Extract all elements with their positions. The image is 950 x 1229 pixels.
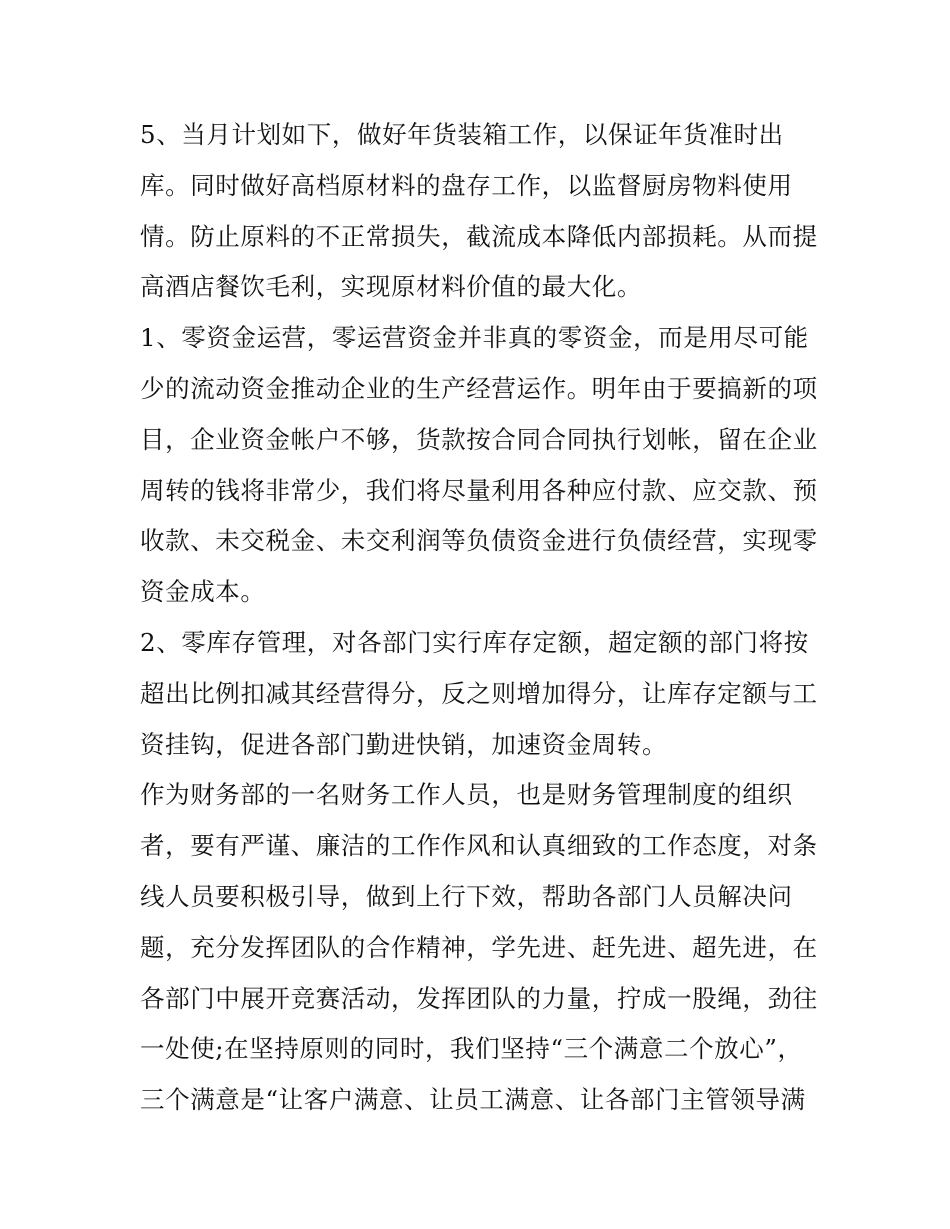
text-line: 2、零库存管理，对各部门实行库存定额，超定额的部门将按 (140, 627, 809, 657)
text-line: 1、零资金运营，零运营资金并非真的零资金，而是用尽可能 (140, 323, 809, 353)
text-line: 少的流动资金推动企业的生产经营运作。明年由于要搞新的项 (140, 373, 818, 403)
text-line: 目，企业资金帐户不够，货款按合同合同执行划帐，留在企业 (140, 424, 818, 454)
text-line: 5、当月计划如下，做好年货装箱工作，以保证年货准时出 (140, 120, 784, 149)
text-line: 收款、未交税金、未交利润等负债资金进行负债经营，实现零 (140, 526, 818, 556)
text-line: 超出比例扣减其经营得分，反之则增加得分，让库存定额与工 (140, 678, 818, 708)
text-line: 线人员要积极引导，做到上行下效，帮助各部门人员解决问 (140, 881, 793, 911)
document-body (140, 110, 820, 1126)
text-line: 高酒店餐饮毛利，实现原材料价值的最大化。 (140, 272, 642, 302)
text-line: 周转的钱将非常少，我们将尽量利用各种应付款、应交款、预 (140, 475, 818, 505)
text-line: 库。同时做好高档原材料的盘存工作，以监督厨房物料使用 (140, 170, 793, 200)
text-line: 各部门中展开竞赛活动，发挥团队的力量，拧成一股绳，劲往 (140, 983, 818, 1013)
text-line: 三个满意是“让客户满意、让员工满意、让各部门主管领导满 (140, 1085, 806, 1115)
text-line: 者，要有严谨、廉洁的工作作风和认真细致的工作态度，对条 (140, 831, 818, 861)
text-line: 情。防止原料的不正常损失，截流成本降低内部损耗。从而提 (140, 221, 818, 251)
text-line: 资挂钩，促进各部门勤进快销，加速资金周转。 (140, 729, 668, 759)
text-line: 作为财务部的一名财务工作人员，也是财务管理制度的组织 (140, 780, 793, 810)
text-line: 资金成本。 (140, 577, 266, 607)
text-line: 题，充分发挥团队的合作精神，学先进、赶先进、超先进，在 (140, 932, 818, 962)
text-line: 一处使;在坚持原则的同时，我们坚持“三个满意二个放心”， (140, 1034, 803, 1064)
